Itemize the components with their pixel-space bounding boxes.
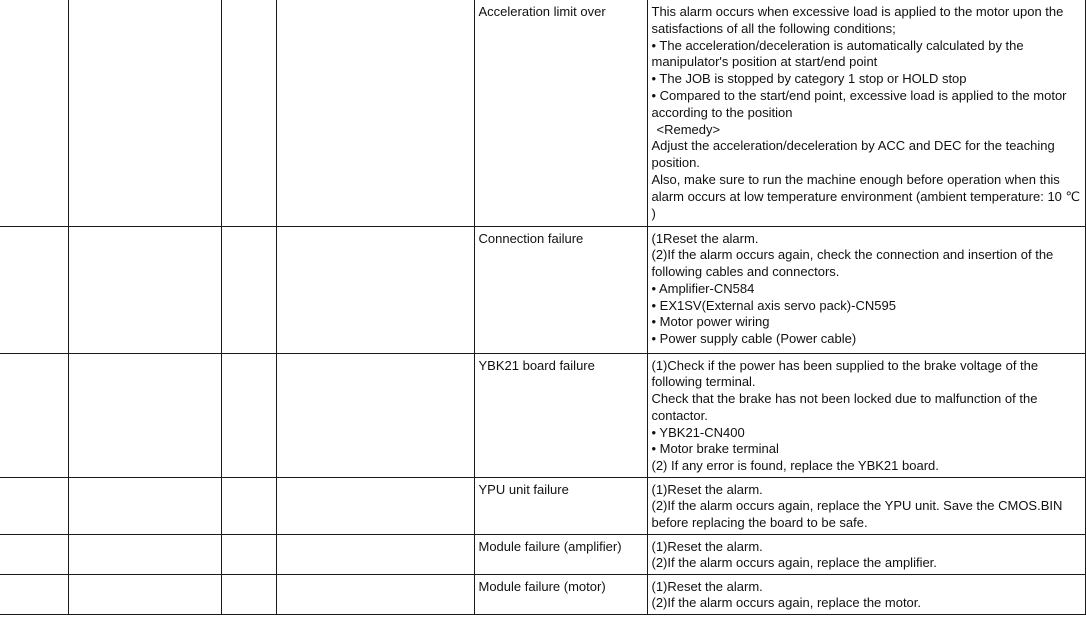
alarm-name: Acceleration limit over — [478, 4, 606, 19]
empty-cell — [221, 477, 276, 534]
description-line: (1)Reset the alarm. — [651, 481, 763, 497]
alarm-name: Connection failure — [478, 230, 584, 246]
alarm-name-cell — [474, 0, 647, 226]
empty-cell — [0, 353, 68, 477]
empty-cell — [0, 477, 68, 534]
description-line: (1Reset the alarm. — [651, 230, 759, 246]
empty-cell — [68, 534, 221, 574]
description-line: (1)Check if the power has been supplied to the brake voltage of the following terminal. — [651, 357, 1039, 390]
description-line: (2) If any error is found, replace the YBK21 board. — [651, 458, 939, 474]
description-line: Also, make sure to run the machine enough before operation when this alarm occurs at low temperature environment (ambient temperature: 10 ℃ ) — [651, 171, 1081, 221]
empty-cell — [221, 574, 276, 614]
alarm-description-cell — [647, 226, 1085, 353]
empty-cell — [221, 353, 276, 477]
alarm-description-cell — [647, 0, 1085, 226]
description-line: • The JOB is stopped by category 1 stop or HOLD stop — [651, 71, 967, 87]
description-line: Adjust the acceleration/deceleration by ACC and DEC for the teaching position. — [651, 138, 1055, 171]
alarm-description-cell — [647, 353, 1085, 477]
alarm-name: YBK21 board failure — [478, 357, 595, 373]
empty-cell — [68, 574, 221, 614]
empty-cell — [276, 353, 474, 477]
alarm-name-cell — [474, 534, 647, 574]
description-line: • EX1SV(External axis servo pack)-CN595 — [651, 297, 896, 313]
description-line: <Remedy> — [656, 121, 721, 137]
empty-cell — [221, 226, 276, 353]
description-line: • Amplifier-CN584 — [651, 280, 755, 296]
empty-cell — [0, 226, 68, 353]
alarm-description-cell — [647, 534, 1085, 574]
empty-cell — [0, 0, 68, 226]
empty-cell — [0, 574, 68, 614]
empty-cell — [68, 353, 221, 477]
alarm-name: Module failure (amplifier) — [478, 538, 622, 554]
empty-cell — [276, 477, 474, 534]
description-line: • Compared to the start/end point, excessive load is applied to the motor according to the position — [651, 87, 1067, 120]
alarm-description-cell — [647, 477, 1085, 534]
empty-cell — [68, 477, 221, 534]
table-row — [0, 226, 1085, 353]
description-line: (2)If the alarm occurs again, replace the amplifier. — [651, 555, 937, 571]
table-row — [0, 574, 1085, 614]
description-line: (2)If the alarm occurs again, replace the YPU unit. Save the CMOS.BIN before replacing the board to be safe. — [651, 498, 1063, 531]
description-line: • Power supply cable (Power cable) — [651, 331, 857, 347]
alarm-name-cell — [474, 477, 647, 534]
alarm-name: YPU unit failure — [478, 481, 569, 497]
empty-cell — [276, 0, 474, 226]
empty-cell — [68, 226, 221, 353]
table-row — [0, 353, 1085, 477]
table-row — [0, 534, 1085, 574]
table-row — [0, 477, 1085, 534]
alarm-name: Module failure (motor) — [478, 578, 606, 594]
empty-cell — [68, 0, 221, 226]
description-line: (2)If the alarm occurs again, check the connection and insertion of the following cables and connectors. — [651, 247, 1054, 280]
empty-cell — [221, 534, 276, 574]
description-line: (1)Reset the alarm. — [651, 538, 763, 554]
empty-cell — [0, 534, 68, 574]
table-row — [0, 0, 1085, 226]
alarm-description-cell — [647, 574, 1085, 614]
description-line: (2)If the alarm occurs again, replace the motor. — [651, 595, 922, 611]
empty-cell — [276, 574, 474, 614]
description-line: • Motor brake terminal — [651, 441, 779, 457]
description-line: This alarm occurs when excessive load is applied to the motor upon the satisfactions of all the following conditions; — [651, 4, 1064, 36]
description-line: Check that the brake has not been locked due to malfunction of the contactor. — [651, 391, 1038, 423]
empty-cell — [276, 226, 474, 353]
description-line: • YBK21-CN400 — [651, 424, 745, 440]
description-line: • Motor power wiring — [651, 314, 770, 330]
alarm-name-cell — [474, 353, 647, 477]
empty-cell — [221, 0, 276, 226]
description-line: (1)Reset the alarm. — [651, 578, 763, 594]
empty-cell — [276, 534, 474, 574]
alarm-name-cell — [474, 226, 647, 353]
description-line: • The acceleration/deceleration is automatically calculated by the manipulator's position at start/end point — [651, 37, 1024, 70]
alarm-name-cell — [474, 574, 647, 614]
